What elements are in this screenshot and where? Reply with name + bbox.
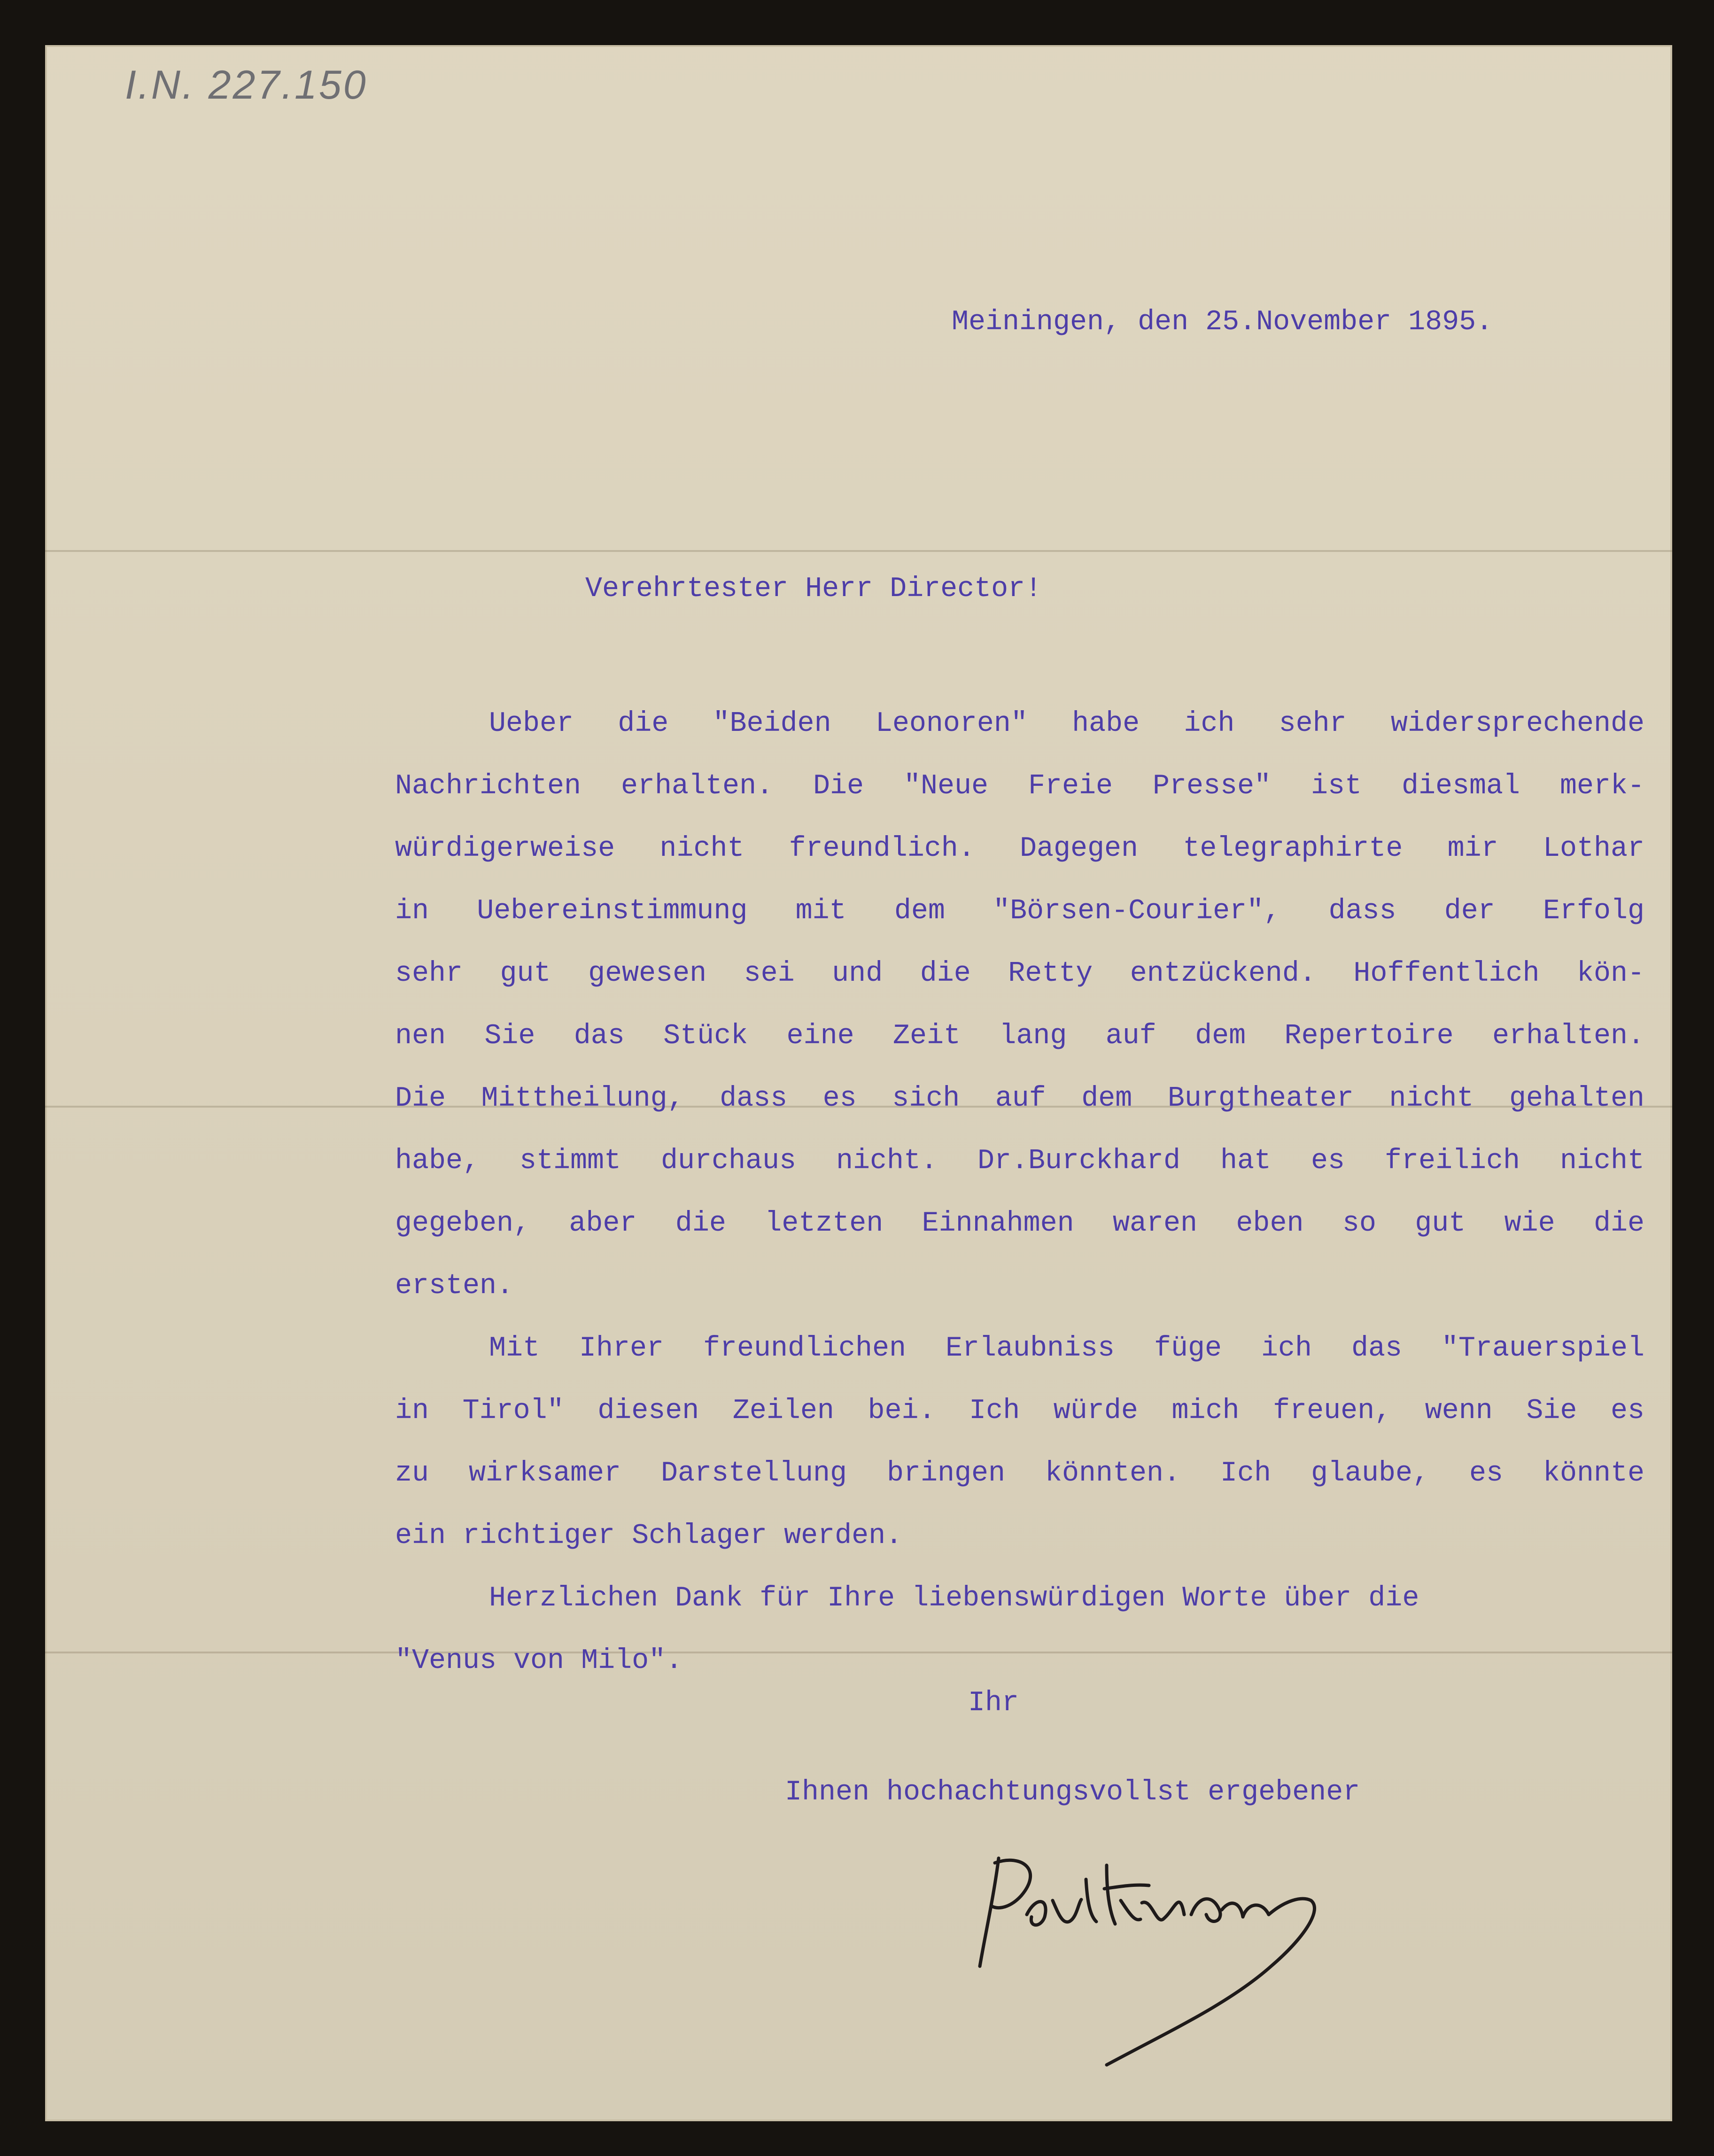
closing-regards: Ihnen hochachtungsvollst ergebener	[785, 1776, 1360, 1808]
letter-line: nen Sie das Stück eine Zeit lang auf dem Repertoire erhalten.	[395, 1020, 1644, 1052]
letter-line: Die Mittheilung, dass es sich auf dem Burgtheater nicht gehalten	[395, 1083, 1644, 1115]
fold-crease	[45, 550, 1672, 552]
letter-line: Nachrichten erhalten. Die "Neue Freie Presse" ist diesmal merk-	[395, 770, 1644, 802]
letter-line: habe, stimmt durchaus nicht. Dr.Burckhard hat es freilich nicht	[395, 1145, 1644, 1177]
letter-line: "Venus von Milo".	[395, 1645, 683, 1677]
letter-line: gegeben, aber die letzten Einnahmen waren eben so gut wie die	[395, 1208, 1644, 1240]
letter-line: in Tirol" diesen Zeilen bei. Ich würde mich freuen, wenn Sie es	[395, 1395, 1644, 1427]
letter-line: sehr gut gewesen sei und die Retty entzückend. Hoffentlich kön-	[395, 958, 1644, 990]
letter-line: in Uebereinstimmung mit dem "Börsen-Courier", dass der Erfolg	[395, 895, 1644, 927]
dateline: Meiningen, den 25.November 1895.	[952, 306, 1493, 338]
archive-inventory-number: I.N. 227.150	[125, 62, 368, 108]
letter-line: Mit Ihrer freundlichen Erlaubniss füge ich das "Trauerspiel	[489, 1333, 1644, 1365]
letter-line: würdigerweise nicht freundlich. Dagegen telegraphirte mir Lothar	[395, 833, 1644, 865]
letter-sheet	[45, 45, 1672, 2121]
closing-word: Ihr	[968, 1687, 1019, 1719]
letter-line: ersten.	[395, 1270, 514, 1302]
salutation: Verehrtester Herr Director!	[585, 573, 1042, 605]
handwritten-signature	[966, 1844, 1370, 2079]
letter-line: Ueber die "Beiden Leonoren" habe ich sehr widersprechende	[489, 708, 1644, 740]
letter-line: zu wirksamer Darstellung bringen könnten. Ich glaube, es könnte	[395, 1458, 1644, 1489]
letter-line: ein richtiger Schlager werden.	[395, 1520, 903, 1552]
letter-line: Herzlichen Dank für Ihre liebenswürdigen Worte über die	[489, 1582, 1419, 1614]
